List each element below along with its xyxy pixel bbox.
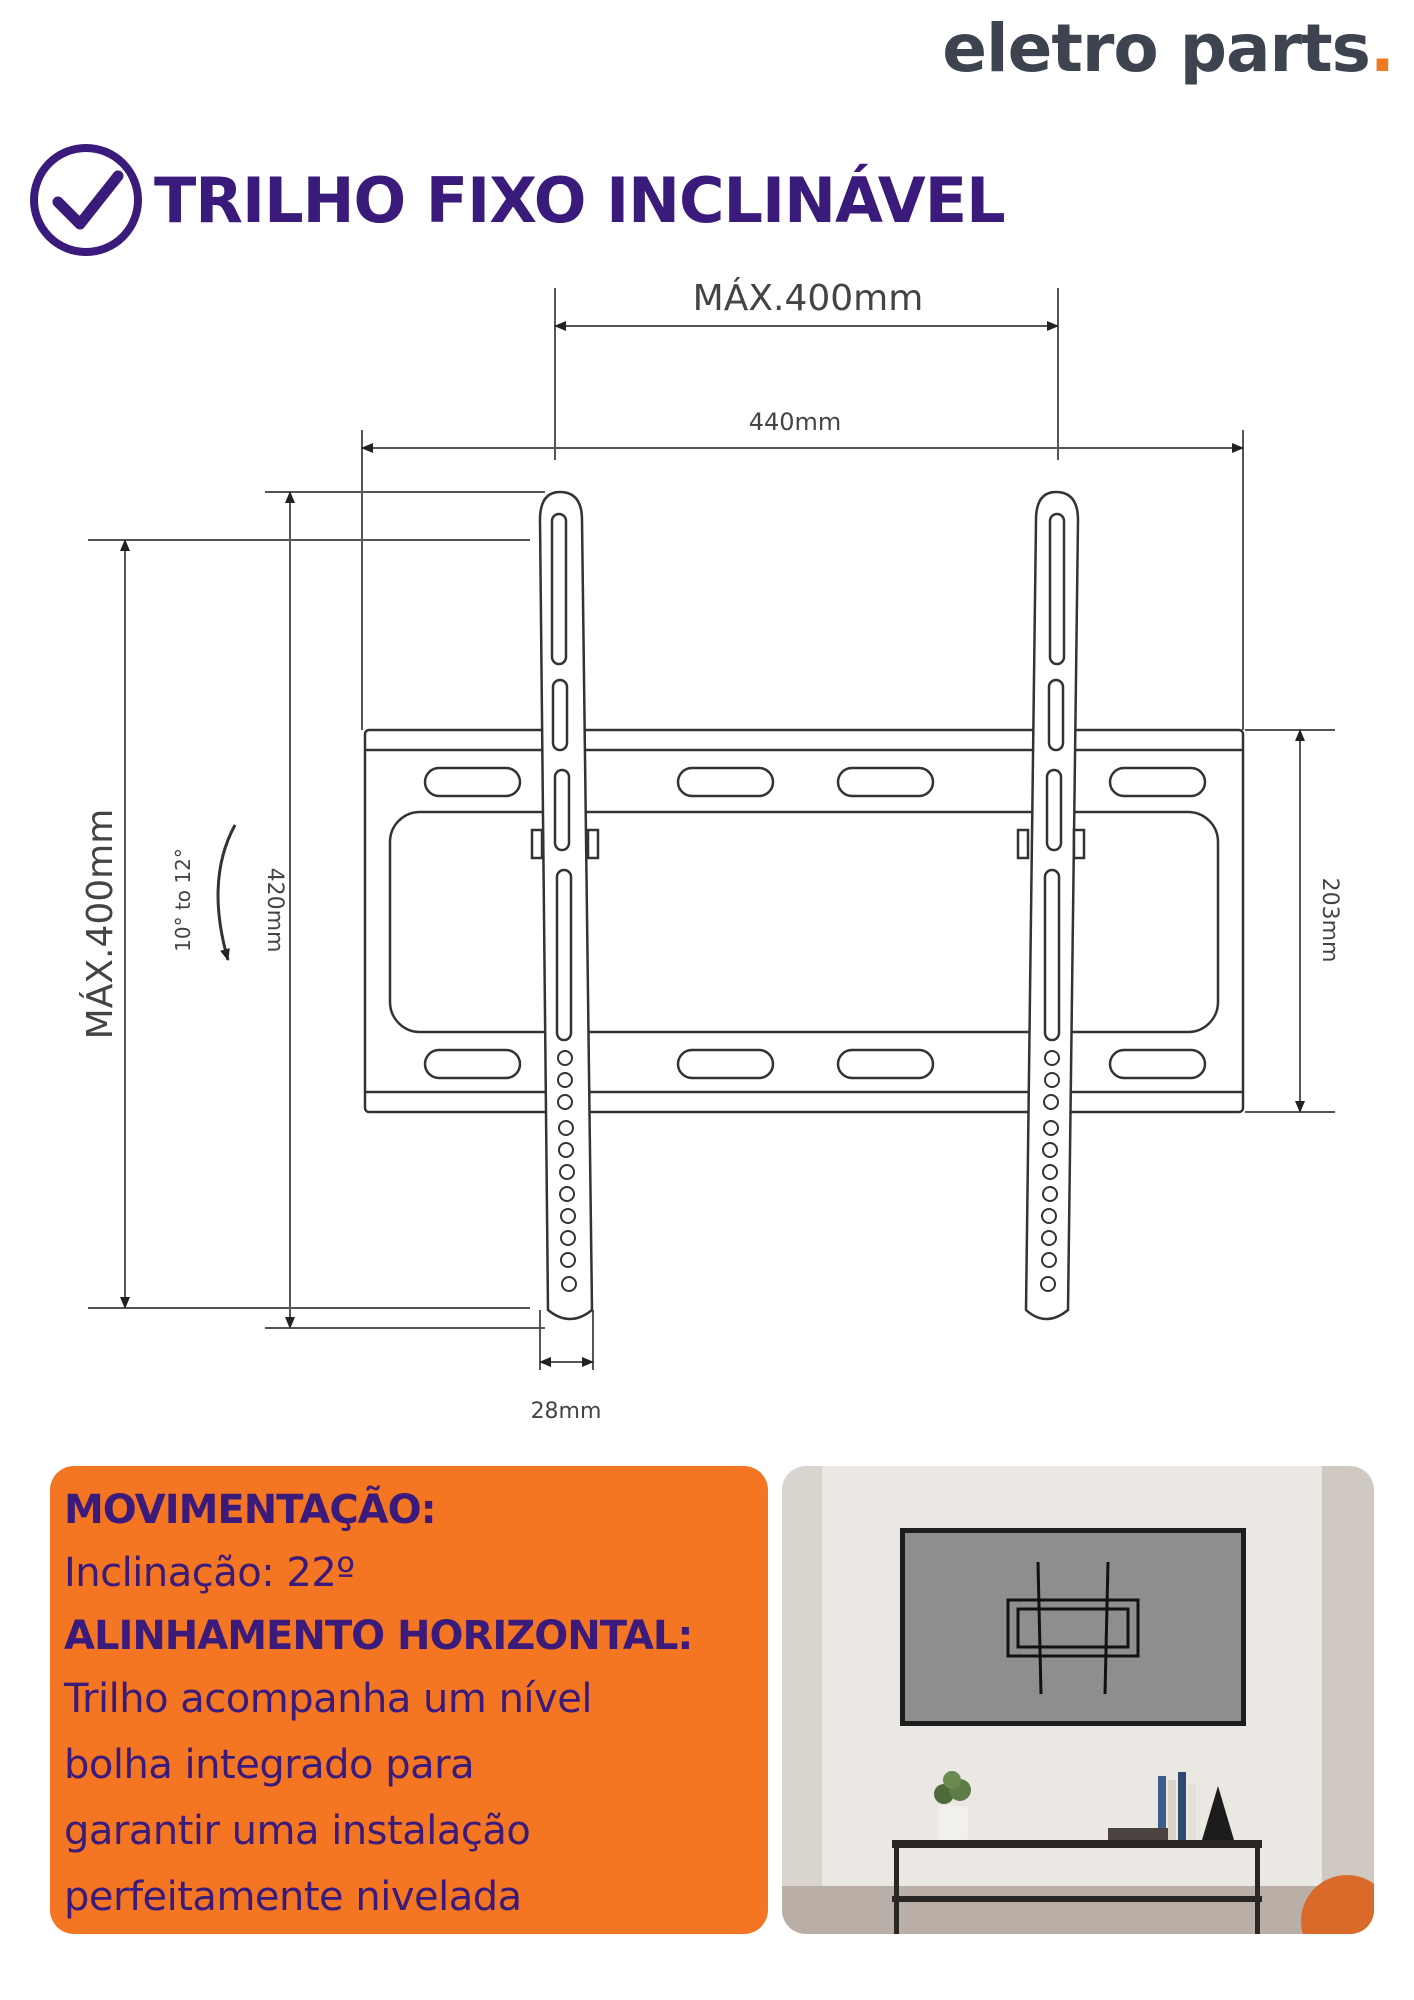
dimension-width — [362, 430, 1243, 730]
wall-plate — [365, 730, 1243, 1112]
height-label: 420mm — [262, 867, 287, 953]
bracket-diagram — [0, 270, 1414, 1450]
width-label: 440mm — [748, 408, 842, 436]
alignment-line-1: Trilho acompanha um nível — [64, 1676, 592, 1722]
max-height-label: MÁX.400mm — [80, 808, 121, 1040]
tv-screen — [900, 1528, 1246, 1726]
room-photo — [782, 1466, 1374, 1934]
max-width-label: MÁX.400mm — [692, 278, 924, 319]
tilt-arc-icon — [218, 825, 235, 960]
check-circle-icon — [28, 140, 148, 260]
alignment-line-4: perfeitamente nivelada — [64, 1874, 522, 1920]
depth-label: 28mm — [530, 1399, 602, 1424]
alignment-heading: ALINHAMENTO HORIZONTAL: — [64, 1613, 693, 1659]
info-box — [50, 1466, 768, 1934]
movement-heading: MOVIMENTAÇÃO: — [64, 1487, 436, 1533]
tilt-value: Inclinação: 22º — [64, 1550, 355, 1596]
brand-dot: . — [1369, 10, 1394, 87]
rail-height-label: 203mm — [1317, 877, 1342, 963]
alignment-line-3: garantir uma instalação — [64, 1808, 531, 1854]
room-illustration — [782, 1466, 1374, 1934]
tilt-label: 10° to 12° — [171, 848, 195, 952]
page-title: TRILHO FIXO INCLINÁVEL — [154, 163, 1005, 237]
alignment-line-2: bolha integrado para — [64, 1742, 475, 1788]
brand-name: eletro parts — [942, 10, 1370, 87]
brand-logo — [942, 10, 1394, 87]
title-row — [28, 140, 1005, 260]
